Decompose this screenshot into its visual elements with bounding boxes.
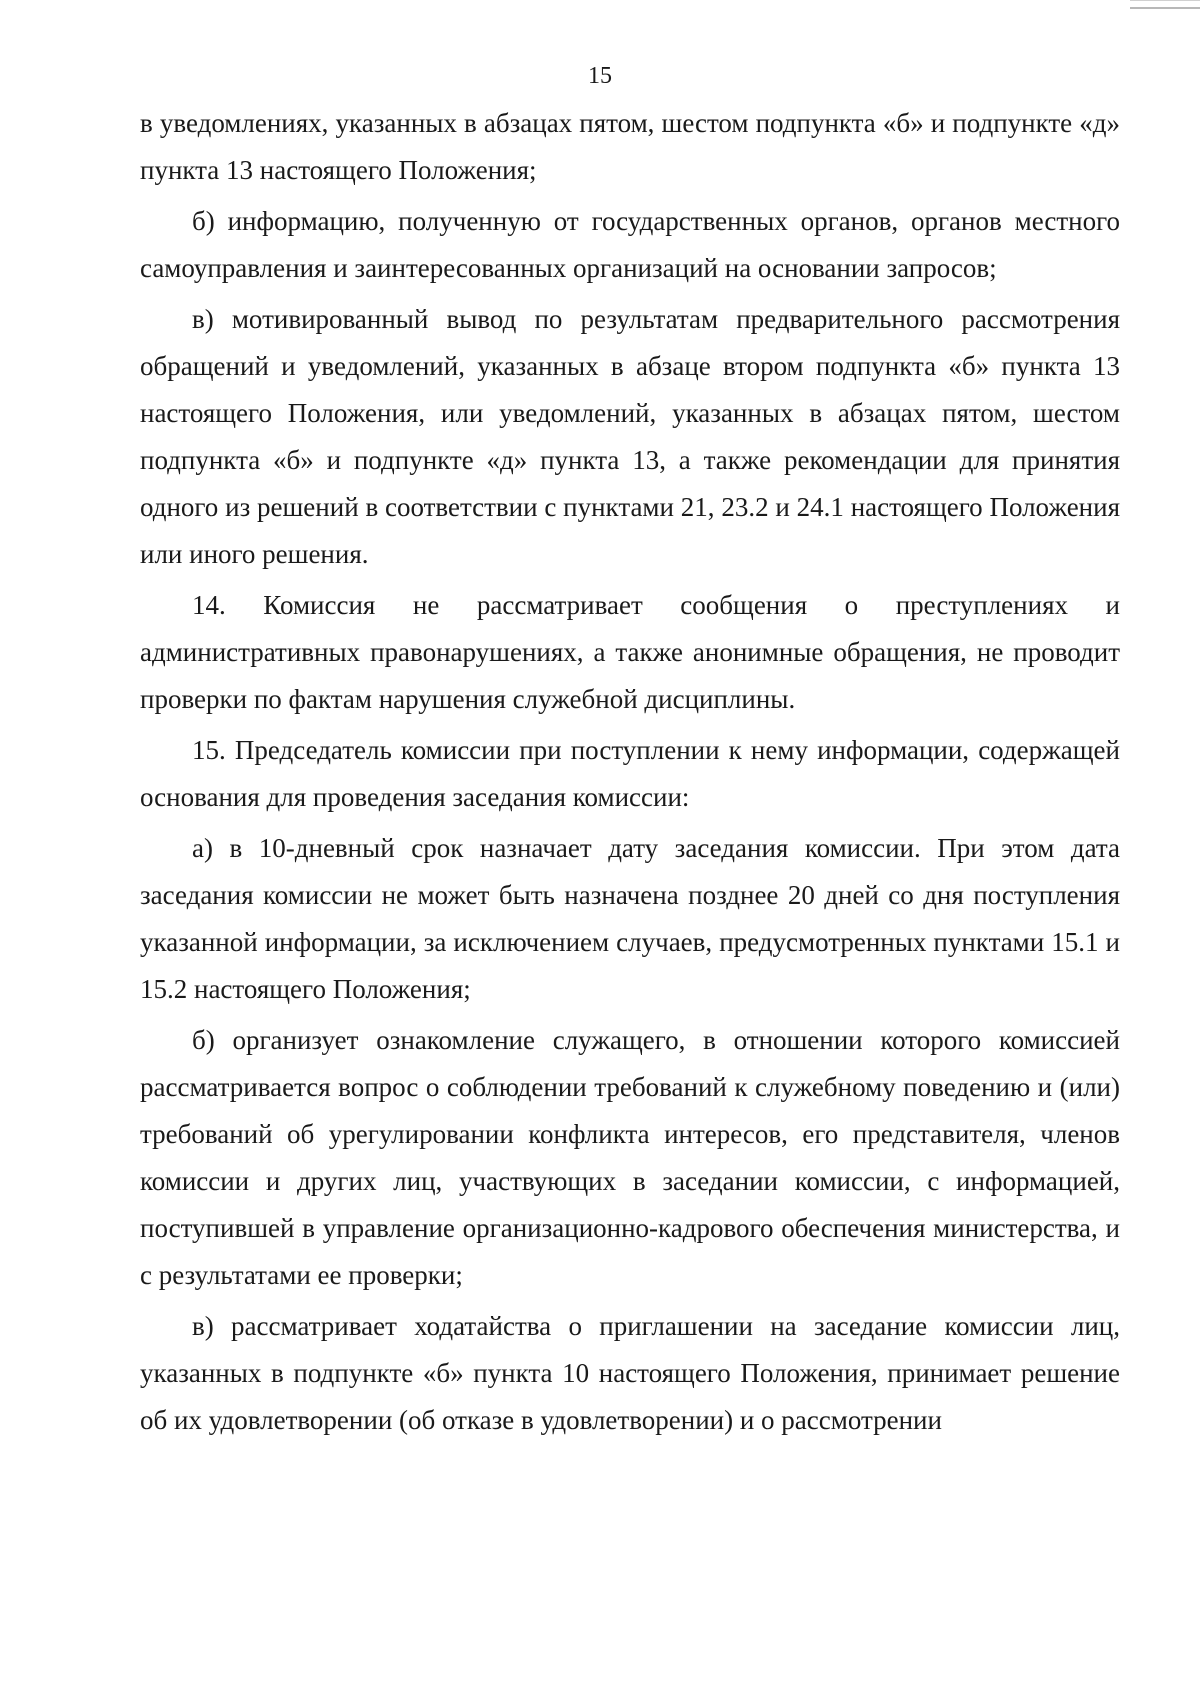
paragraph-continuation: в уведомлениях, указанных в абзацах пятом, шестом подпункта «б» и подпункте «д» пункта 13 настоящего Положения; <box>140 108 1120 185</box>
paragraph-item-v-petitions: в) рассматривает ходатайства о приглашении на заседание комиссии лиц, указанных в подпункте «б» пункта 10 настоящего Положения, принимает решение об их удовлетворении (об отказе в удовлетворении) и о рассмотрении <box>140 1311 1120 1435</box>
scan-edge-mark <box>1130 0 1200 9</box>
paragraph-item-b-familiarization: б) организует ознакомление служащего, в отношении которого комиссией рассматривается вопрос о соблюдении требований к служебному поведению и (или) требований об урегулировании конфликта интересов, его представителя, членов комиссии и других лиц, участвующих в заседании комиссии, с информацией, поступившей в управление организационно-кадрового обеспечения министерства, и с результатами ее проверки; <box>140 1025 1120 1290</box>
paragraph-clause-14: 14. Комиссия не рассматривает сообщения о преступлениях и административных правонарушениях, а также анонимные обращения, не проводит проверки по фактам нарушения служебной дисциплины. <box>140 590 1120 714</box>
document-body <box>140 100 1120 1444</box>
page-number: 15 <box>588 63 612 89</box>
paragraph-item-a-meeting-date: а) в 10-дневный срок назначает дату заседания комиссии. При этом дата заседания комиссии не может быть назначена позднее 20 дней со дня поступления указанной информации, за исключением случаев, предусмотренных пунктами 15.1 и 15.2 настоящего Положения; <box>140 833 1120 1004</box>
paragraph-item-b-information: б) информацию, полученную от государственных органов, органов местного самоуправления и заинтересованных организаций на основании запросов; <box>140 206 1120 283</box>
paragraph-item-v-conclusion: в) мотивированный вывод по результатам предварительного рассмотрения обращений и уведомлений, указанных в абзаце втором подпункта «б» пункта 13 настоящего Положения, или уведомлений, указанных в абзацах пятом, шестом подпункта «б» и подпункте «д» пункта 13, а также рекомендации для принятия одного из решений в соответствии с пунктами 21, 23.2 и 24.1 настоящего Положения или иного решения. <box>140 304 1120 569</box>
paragraph-clause-15: 15. Председатель комиссии при поступлении к нему информации, содержащей основания для проведения заседания комиссии: <box>140 735 1120 812</box>
